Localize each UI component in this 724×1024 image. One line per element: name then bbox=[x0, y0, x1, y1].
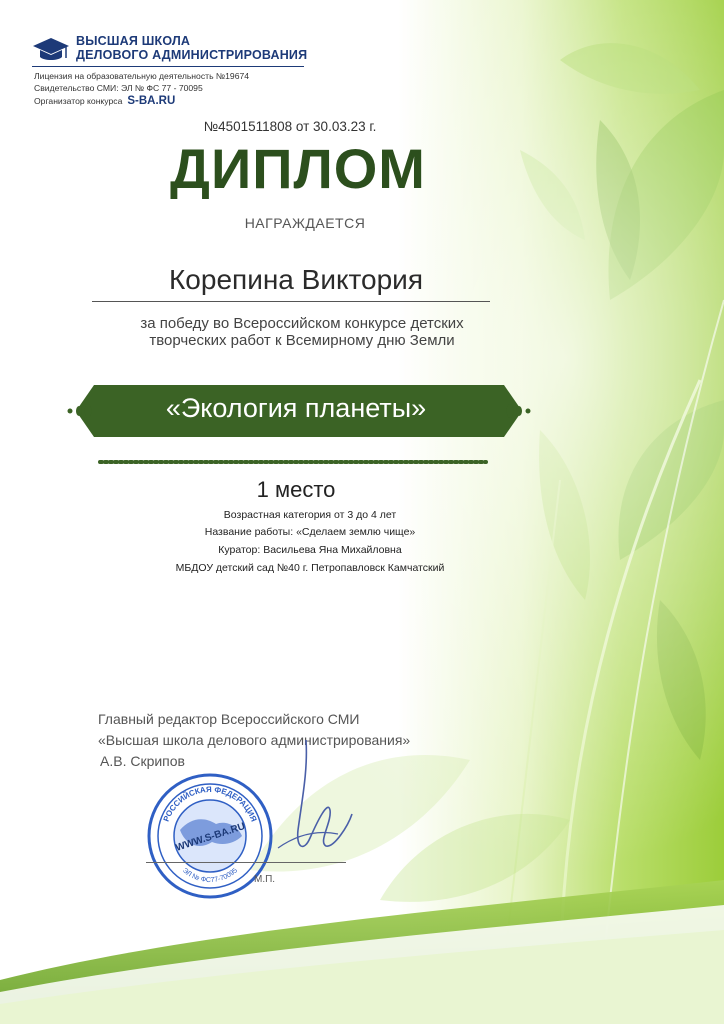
media-certificate-text: Свидетельство СМИ: ЭЛ № ФС 77 - 70095 bbox=[34, 83, 203, 93]
diploma-number: №4501511808 от 30.03.23 г. bbox=[203, 119, 377, 134]
awarded-label: НАГРАЖДАЕТСЯ bbox=[244, 215, 366, 231]
organizer-label: Организатор конкурса bbox=[34, 96, 123, 106]
age-category: Возрастная категория от 3 до 4 лет bbox=[223, 509, 397, 521]
contest-name: «Экология планеты» bbox=[165, 393, 427, 423]
dotted-divider bbox=[98, 458, 488, 466]
institution: МБДОУ детский сад №40 г. Петропавловск Камчатский bbox=[175, 562, 445, 574]
stamp-ring-top: РОССИЙСКАЯ ФЕДЕРАЦИЯ bbox=[161, 784, 259, 823]
organizer-site: S-BA.RU bbox=[127, 95, 176, 107]
diploma-title: ДИПЛОМ bbox=[170, 137, 426, 200]
organization-name-line1: ВЫСШАЯ ШКОЛА bbox=[76, 34, 191, 48]
curator: Куратор: Васильева Яна Михайловна bbox=[218, 544, 402, 556]
license-text: Лицензия на образовательную деятельность №19674 bbox=[34, 71, 250, 81]
recipient-underline bbox=[92, 301, 490, 302]
award-reason-line1: за победу во Всероссийском конкурсе детских bbox=[140, 315, 464, 332]
signature bbox=[238, 730, 368, 880]
header-divider bbox=[32, 66, 304, 67]
stamp-number: ЭЛ № ФС77-70095 bbox=[181, 867, 239, 885]
signatory-position-line2: «Высшая школа делового администрирования» bbox=[98, 732, 411, 748]
stamp-site: WWW.S-BA.RU bbox=[174, 821, 247, 854]
organizer-line bbox=[34, 95, 175, 107]
award-reason bbox=[100, 315, 504, 349]
award-reason-line2: творческих работ к Всемирному дню Земли bbox=[149, 332, 455, 349]
organization-name-line2: ДЕЛОВОГО АДМИНИСТРИРОВАНИЯ bbox=[76, 48, 308, 62]
signatory-name: А.В. Скрипов bbox=[100, 753, 185, 769]
award-place: 1 место bbox=[256, 477, 336, 502]
signature-line bbox=[146, 862, 346, 863]
work-title: Название работы: «Сделаем землю чище» bbox=[204, 526, 416, 538]
graduation-cap-icon bbox=[32, 36, 70, 64]
signatory-position-line1: Главный редактор Всероссийского СМИ bbox=[98, 711, 360, 727]
seal-label: М.П. bbox=[254, 874, 276, 885]
recipient-name: Корепина Виктория bbox=[169, 264, 423, 295]
